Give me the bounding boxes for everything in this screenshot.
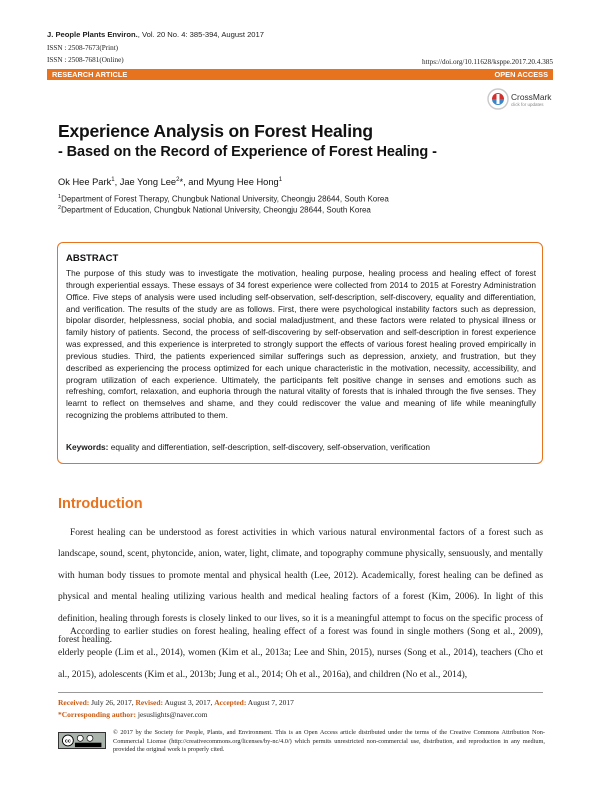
license-text: © 2017 by the Society for People, Plants, and Environment. This is an Open Access article distributed under the terms of the Creative Commons Attribution Non-Commercial License (http://creativecommons.org/licenses/by-nc/4.0/) which permits unrestricted non-commercial use, distribution, and reproduction in any medium, provided the original work is properly cited. [113, 729, 545, 754]
corresponding-author [58, 710, 207, 719]
affiliation-mark: 2 [58, 205, 62, 211]
author-separator: , [114, 177, 120, 188]
corresponding-star: * [179, 177, 184, 188]
crossmark-sub: click for updates [511, 102, 544, 107]
author-list [58, 177, 282, 187]
revised-label: Revised: [135, 698, 163, 707]
article-dates [58, 698, 294, 707]
issn-print: ISSN : 2508-7673(Print) [47, 44, 119, 52]
author-name: Ok Hee Park [58, 177, 112, 188]
journal-volume: , Vol. 20 No. 4: 385-394, August 2017 [137, 30, 264, 39]
article-type-bar [47, 69, 553, 80]
author-affil-mark: 1 [278, 177, 283, 183]
corresponding-label: *Corresponding author: [58, 710, 136, 719]
affiliation-text: Department of Education, Chungbuk National University, Cheongju 28644, South Korea [61, 205, 371, 215]
keywords-list: equality and differentiation, self-description, self-discovery, self-observation, verification [108, 442, 431, 452]
corresponding-email[interactable]: jesuslights@naver.com [136, 710, 208, 719]
journal-citation [47, 30, 264, 39]
keywords-label: Keywords: [66, 442, 109, 452]
research-article-label: RESEARCH ARTICLE [52, 70, 128, 79]
crossmark-icon [487, 88, 509, 110]
author-separator: , and [183, 177, 207, 188]
footer-divider [58, 692, 543, 693]
abstract-text: The purpose of this study was to investigate the motivation, healing purpose, healing process and healing effect of forest through experiential essays. These essays of 34 forest experience were collected from 2014 to 2015 at Forestry Administration Office. Five steps of analysis were used including self-observation, self-description, self-discovery, equality and differentiation, and verification. The results of the study are as follows. First, there were psychological instability factors such as depression, bipolar disorder, helplessness, social phobia, and social maladjustment, and these factors were related to physical illness or family history of patients. Second, the process of self-discovering by self-observation and self-description in forest experience was expressed, and this experience is interpreted to strongly support the effects of various forest healing proved empirically in previous studies. Third, the patients experienced similar sufferings such as depression, anxiety, and frustration, but they described as experiencing the process optimized for each unique characteristic in the motivation, necessity, accessibility, and program utilization of each experience. Ultimately, the participants felt positive change in senses and emotions such as refreshing, comfort, relaxation, and euphoria through the natural vitality of forests that is inhaled through the five senses. They learnt to reflect on themselves and shame, and they could rediscover the value and meaning of life while meaningfully recognizing the problems attributed to them. [66, 268, 536, 421]
accepted-label: Accepted: [214, 698, 247, 707]
received-label: Received: [58, 698, 90, 707]
crossmark-badge[interactable] [487, 88, 555, 110]
issn-online: ISSN : 2508-7681(Online) [47, 56, 124, 64]
crossmark-label: CrossMark [511, 92, 552, 102]
body-paragraph: Forest healing can be understood as forest activities in which various natural environmental factors of a forest such as landscape, sound, scent, phytoncide, anion, water, light, climate, and topography commune physically, sensuously, and mentally with human body tissues to promote mental and physical health (Lee, 2012). Academically, forest healing can be defined as physical and mental healing utilizing various health and medical healing factors of a forest (Kim, 2006). In light of this definition, healing through forests is closely linked to our lives, so it is a meaningful attempt to focus on the specific process of forest healing. [58, 528, 543, 646]
affiliation-2 [58, 205, 371, 215]
author-affil-mark: 2 [176, 177, 180, 183]
author-name: Jae Yong Lee [119, 177, 177, 188]
author-affil-mark: 1 [111, 177, 115, 183]
svg-text:cc: cc [64, 738, 71, 745]
article-title: Experience Analysis on Forest Healing [58, 121, 373, 141]
journal-name: J. People Plants Environ. [47, 30, 138, 39]
open-access-label: OPEN ACCESS [494, 70, 548, 79]
received-date: July 26, 2017, [89, 698, 136, 707]
section-heading-introduction: Introduction [58, 496, 143, 512]
affiliation-mark: 1 [58, 194, 62, 200]
doi-link[interactable]: https://doi.org/10.11628/ksppe.2017.20.4.385 [422, 58, 553, 66]
author-name: Myung Hee Hong [206, 177, 279, 188]
cc-by-nc-icon[interactable] [58, 732, 106, 749]
abstract-heading: ABSTRACT [66, 253, 119, 264]
accepted-date: August 7, 2017 [246, 698, 294, 707]
revised-date: August 3, 2017, [163, 698, 215, 707]
body-paragraph: According to earlier studies on forest healing, healing effect of a forest was found in single mothers (Song et al., 2009), elderly people (Lim et al., 2014), women (Kim et al., 2013a; Lee and Shin, 2015), nurses (Song et al., 2014), teachers (Cho et al., 2015), adolescents (Kim et al., 2013b; Jung et al., 2014; Oh et al., 2016a), and children (No et al., 2014), [58, 627, 543, 680]
article-subtitle: - Based on the Record of Experience of Forest Healing - [58, 144, 437, 160]
affiliation-1 [58, 194, 389, 204]
keywords [66, 442, 536, 452]
affiliation-text: Department of Forest Therapy, Chungbuk National University, Cheongju 28644, South Korea [61, 194, 389, 204]
